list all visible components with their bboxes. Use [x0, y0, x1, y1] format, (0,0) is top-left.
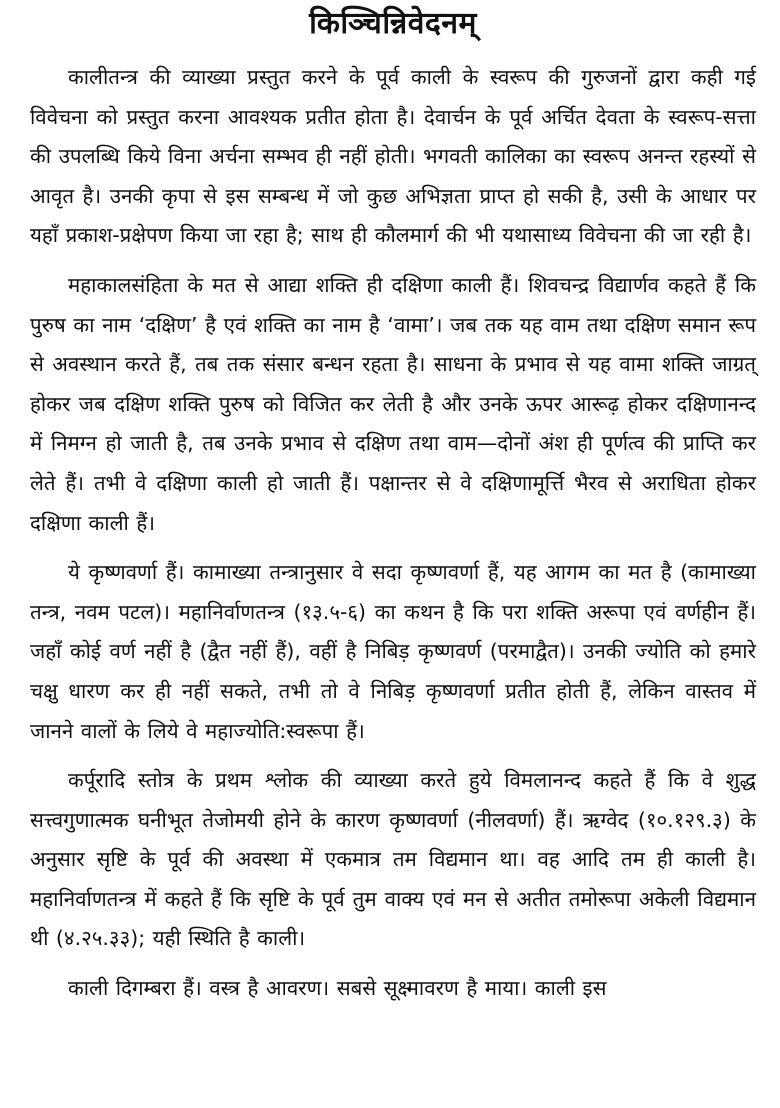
- paragraph-2: महाकालसंहिता के मत से आद्या शक्ति ही दक्षिणा काली हैं। शिवचन्द्र विद्यार्णव कहते हैं कि पुरुष का नाम ‘दक्षिण’ है एवं शक्ति का नाम है ‘वामा’। जब तक यह वाम तथा दक्षिण समान रूप से अवस्थान करते हैं, तब तक संसार बन्धन रहता है। साधना के प्रभाव से यह वामा शक्ति जाग्रत् होकर जब दक्षिण शक्ति पुरुष को विजित कर लेती है और उनके ऊपर आरूढ़ होकर दक्षिणानन्द में निमग्न हो जाती है, तब उनके प्रभाव से दक्षिण तथा वाम—दोनों अंश ही पूर्णत्व की प्राप्ति कर लेते हैं। तभी वे दक्षिणा काली हो जाती हैं। पक्षान्तर से वे दक्षिणामूर्त्ति भैरव से अराधिता होकर दक्षिणा काली हैं।: [30, 272, 756, 535]
- paragraph-5: काली दिगम्बरा हैं। वस्त्र है आवरण। सबसे सूक्ष्मावरण है माया। काली इस: [68, 976, 607, 1001]
- paragraph-1: कालीतन्त्र की व्याख्या प्रस्तुत करने के पूर्व काली के स्वरूप की गुरुजनों द्वारा कही गई विवेचना को प्रस्तुत करना आवश्यक प्रतीत होता है। देवार्चन के पूर्व अर्चित देवता के स्वरूप-सत्ता की उपलब्धि किये विना अर्चना सम्भव ही नहीं होती। भगवती कालिका का स्वरूप अनन्त रहस्यों से आवृत है। उनकी कृपा से इस सम्बन्ध में जो कुछ अभिज्ञता प्राप्त हो सकी है, उसी के आधार पर यहाँ प्रकाश-प्रक्षेपण किया जा रहा है; साथ ही कौलमार्ग की भी यथासाध्य विवेचना की जा रही है।: [30, 65, 756, 248]
- paragraph-4: कर्पूरादि स्तोत्र के प्रथम श्लोक की व्याख्या करते हुये विमलानन्द कहते हैं कि वे शुद्ध सत्त्वगुणात्मक घनीभूत तेजोमयी होने के कारण कृष्णवर्णा (नीलवर्णा) हैं। ऋग्वेद (१०.१२९.३) के अनुसार सृष्टि के पूर्व की अवस्था में एकमात्र तम विद्यमान था। वह आदि तम ही काली है। महानिर्वाणतन्त्र में कहते हैं कि सृष्टि के पूर्व तुम वाक्य एवं मन से अतीत तमोरूपा अकेली विद्यमान थी (४.२५.३३); यही स्थिति है काली।: [30, 768, 756, 951]
- page-title: किञ्चिन्निवेदनम्: [309, 6, 477, 41]
- paragraph-3: ये कृष्णवर्णा हैं। कामाख्या तन्त्रानुसार वे सदा कृष्णवर्णा हैं, यह आगम का मत है (कामाख्या तन्त्र, नवम पटल)। महानिर्वाणतन्त्र (१३.५-६) का कथन है कि परा शक्ति अरूपा एवं वर्णहीन हैं। जहाँ कोई वर्ण नहीं है (द्वैत नहीं हैं), वहीं है निबिड़ कृष्णवर्ण (परमाद्वैत)। उनकी ज्योति को हमारे चक्षु धारण कर ही नहीं सकते, तभी तो वे निबिड़ कृष्णवर्णा प्रतीत होती हैं, लेकिन वास्तव में जानने वालों के लिये वे महाज्योति:स्वरूपा हैं।: [30, 560, 756, 743]
